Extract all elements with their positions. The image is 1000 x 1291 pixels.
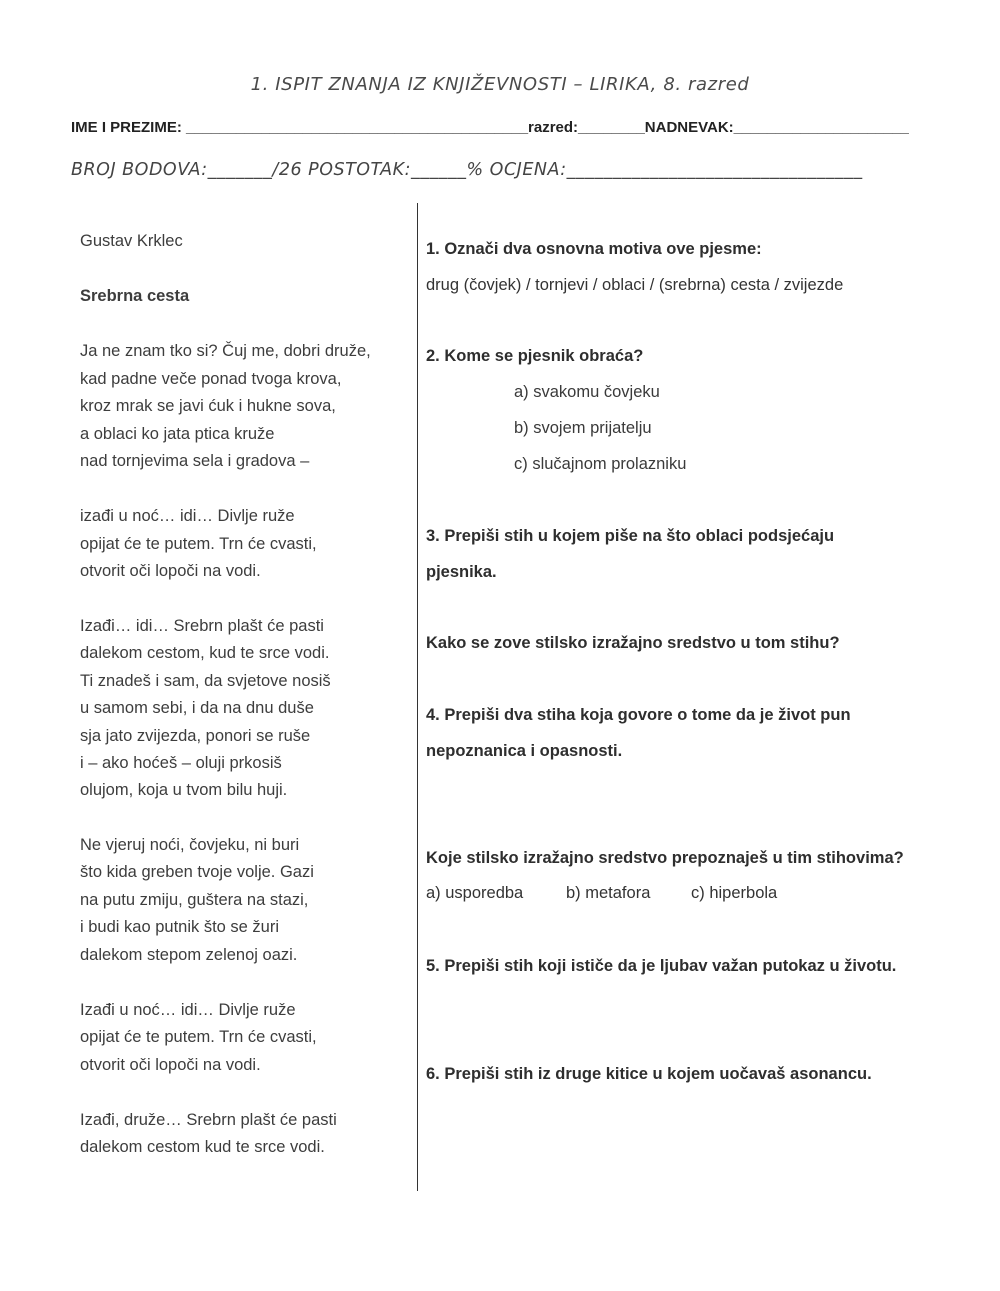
poem-line: Ti znadeš i sam, da svjetove nosiš bbox=[80, 672, 331, 690]
poem-line: Ja ne znam tko si? Čuj me, dobri druže, bbox=[80, 342, 371, 360]
poem-line: otvorit oči lopoči na vodi. bbox=[80, 1056, 261, 1074]
question-2-option-b[interactable]: b) svojem prijatelju bbox=[514, 419, 652, 437]
question-1: 1. Označi dva osnovna motiva ove pjesme: bbox=[426, 240, 762, 258]
column-divider bbox=[417, 203, 418, 1191]
poem-line: dalekom cestom, kud te srce vodi. bbox=[80, 644, 330, 662]
poem-line: kroz mrak se javi ćuk i hukne sova, bbox=[80, 397, 336, 415]
poem-line: Izađi u noć… idi… Divlje ruže bbox=[80, 1001, 296, 1019]
poem-line: na putu zmiju, guštera na stazi, bbox=[80, 891, 309, 909]
question-4-option-a[interactable]: a) usporedba bbox=[426, 884, 524, 902]
poem-line: otvorit oči lopoči na vodi. bbox=[80, 562, 261, 580]
poem-title: Srebrna cesta bbox=[80, 287, 190, 305]
question-4-option-b[interactable]: b) metafora bbox=[566, 884, 651, 902]
question-6: 6. Prepiši stih iz druge kitice u kojem uočavaš asonancu. bbox=[426, 1065, 872, 1083]
poem-line: dalekom cestom kud te srce vodi. bbox=[80, 1138, 325, 1156]
question-2-option-c[interactable]: c) slučajnom prolazniku bbox=[514, 455, 687, 473]
poem-line: izađi u noć… idi… Divlje ruže bbox=[80, 507, 295, 525]
student-info-line[interactable]: IME I PREZIME: _________________________________________razred:________NADNEVAK:_____________________ bbox=[71, 119, 909, 136]
question-3: 3. Prepiši stih u kojem piše na što oblaci podsjećaju bbox=[426, 527, 835, 545]
poem-line: što kida greben tvoje volje. Gazi bbox=[80, 863, 314, 881]
poem-line: Ne vjeruj noći, čovjeku, ni buri bbox=[80, 836, 300, 854]
poem-line: i budi kao putnik što se žuri bbox=[80, 918, 280, 936]
page-title: 1. ISPIT ZNANJA IZ KNJIŽEVNOSTI – LIRIKA, 8. razred bbox=[250, 74, 750, 95]
poem-author: Gustav Krklec bbox=[80, 232, 183, 250]
poem-line: opijat će te putem. Trn će cvasti, bbox=[80, 1028, 317, 1046]
poem-line: olujom, koja u tvom bilu huji. bbox=[80, 781, 288, 799]
poem-line: nad tornjevima sela i gradova – bbox=[80, 452, 310, 470]
question-2: 2. Kome se pjesnik obraća? bbox=[426, 347, 644, 365]
question-1-choices[interactable]: drug (čovjek) / tornjevi / oblaci / (srebrna) cesta / zvijezde bbox=[426, 276, 844, 294]
score-info-line[interactable]: BROJ BODOVA:_______/26 POSTOTAK:______% OCJENA:________________________________ bbox=[71, 160, 863, 180]
poem-line: Izađi… idi… Srebrn plašt će pasti bbox=[80, 617, 324, 635]
question-4: 4. Prepiši dva stiha koja govore o tome da je život pun bbox=[426, 706, 851, 724]
question-3-cont: pjesnika. bbox=[426, 563, 497, 581]
question-4-followup: Koje stilsko izražajno sredstvo prepoznaješ u tim stihovima? bbox=[426, 849, 904, 867]
question-2-option-a[interactable]: a) svakomu čovjeku bbox=[514, 383, 660, 401]
poem-line: a oblaci ko jata ptica kruže bbox=[80, 425, 275, 443]
question-3-followup: Kako se zove stilsko izražajno sredstvo u tom stihu? bbox=[426, 634, 840, 652]
question-4-option-c[interactable]: c) hiperbola bbox=[691, 884, 778, 902]
poem-line: opijat će te putem. Trn će cvasti, bbox=[80, 535, 317, 553]
poem-line: Izađi, druže… Srebrn plašt će pasti bbox=[80, 1111, 337, 1129]
question-5: 5. Prepiši stih koji ističe da je ljubav važan putokaz u životu. bbox=[426, 957, 897, 975]
poem-line: kad padne veče ponad tvoga krova, bbox=[80, 370, 342, 388]
poem-line: u samom sebi, i da na dnu duše bbox=[80, 699, 314, 717]
poem-line: i – ako hoćeš – oluji prkosiš bbox=[80, 754, 282, 772]
poem-line: dalekom stepom zelenoj oazi. bbox=[80, 946, 298, 964]
poem-line: sja jato zvijezda, ponori se ruše bbox=[80, 727, 311, 745]
question-4-cont: nepoznanica i opasnosti. bbox=[426, 742, 623, 760]
